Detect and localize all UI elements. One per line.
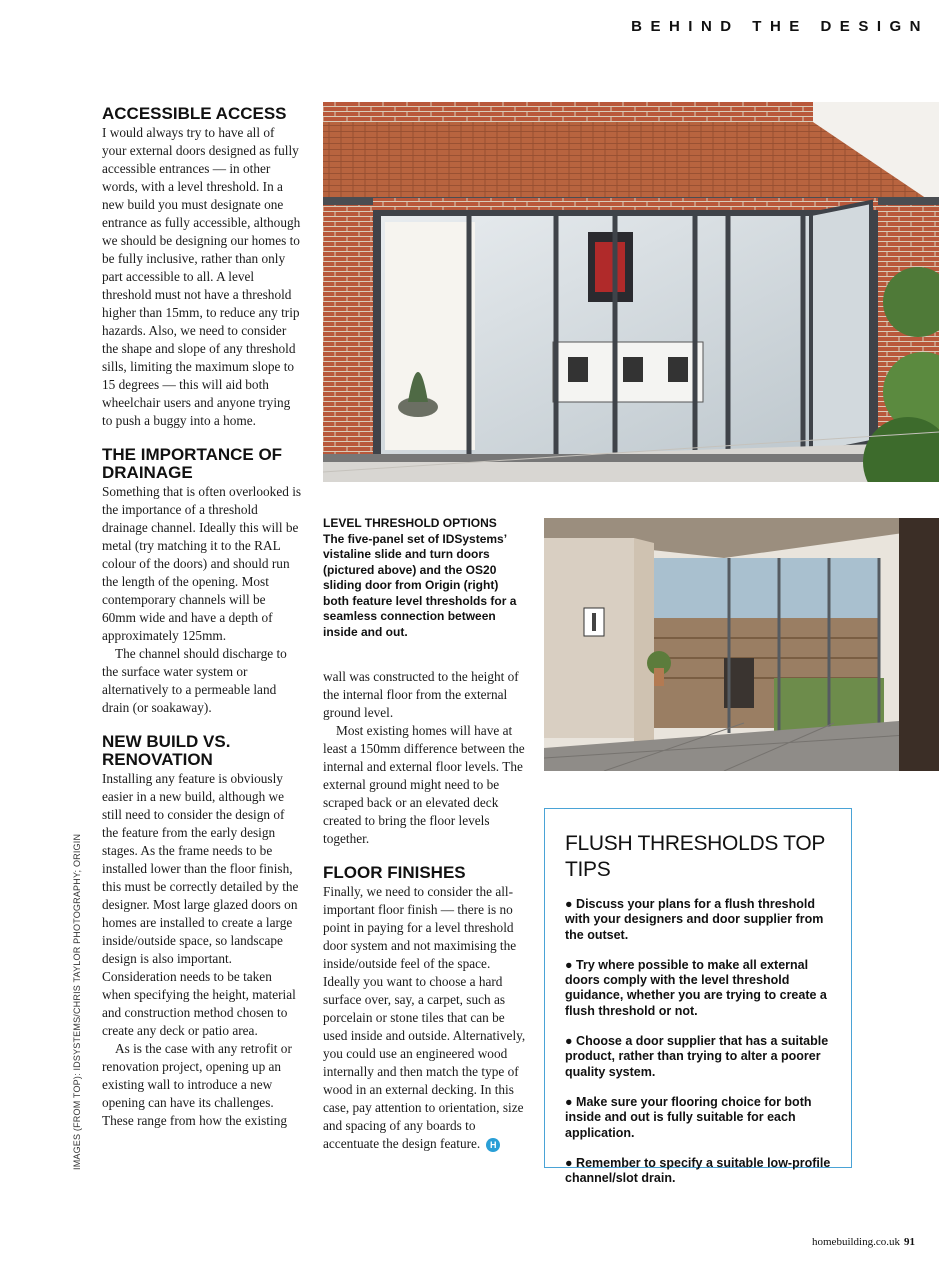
heading-accessible-access: ACCESSIBLE ACCESS [102, 104, 287, 123]
bullet-icon: ● [565, 1155, 573, 1170]
photo-interior-sliding-door [544, 518, 939, 771]
tip-text: Try where possible to make all external doors comply with the level threshold guidance, whether you are trying to create a flush threshold or not. [565, 957, 827, 1018]
photo-exterior-sliding-doors [323, 102, 939, 482]
tip-item [565, 1034, 831, 1080]
tip-text: Remember to specify a suitable low-profile channel/slot drain. [565, 1155, 831, 1186]
caption-text: The five-panel set of IDSystems’ vistaline slide and turn doors (pictured above) and the OS20 sliding door from Origin (right) both feature level thresholds for a seamless connection between inside and out. [323, 531, 517, 639]
page-number: 91 [904, 1236, 915, 1248]
tip-item [565, 897, 831, 943]
interior-photo-illustration [544, 518, 939, 771]
paragraph-newbuild-2: As is the case with any retrofit or renovation project, opening up an existing wall to introduce a new opening can have its challenges. These range from how the existing [102, 1041, 292, 1128]
text-column-1 [102, 105, 302, 1130]
paragraph-floor [323, 883, 526, 1153]
exterior-photo-illustration [323, 102, 939, 482]
bullet-icon: ● [565, 1094, 573, 1109]
tip-item [565, 1095, 831, 1141]
tip-text: Discuss your plans for a flush threshold with your designers and door supplier from the outset. [565, 897, 824, 942]
bullet-icon: ● [565, 897, 573, 911]
footer-site: homebuilding.co.uk [812, 1236, 900, 1248]
paragraph-accessible: I would always try to have all of your external doors designed as fully accessible entrances — in other words, with a level threshold. In a new build you must designate one entrance as fully accessible, although we should be designing our homes to be fully inclusive, rather than only part accessible to all. A level threshold must not have a threshold higher than 15mm, to reduce any trip hazards. Also, we need to consider the shape and slope of any threshold sills, limiting the maximum slope to 15 degrees — this will aid both wheelchair users and anyone trying to push a buggy into a home. [102, 125, 301, 428]
tip-text: Make sure your flooring choice for both inside and out is fully suitable for each application. [565, 1094, 812, 1140]
tip-text: Choose a door supplier that has a suitable product, rather than trying to alter a poorer quality system. [565, 1034, 829, 1079]
tip-item [565, 1156, 831, 1187]
end-mark-icon: H [486, 1138, 500, 1152]
paragraph-floor-text: Finally, we need to consider the all-important floor finish — there is no point in paying for a level threshold door system and not maximising the inside/outside feel of the space. Ideally you want to choose a hard surface over, say, a carpet, such as porcelain or stone tiles that can be used inside and outside. Alternatively, you could use an engineered wood internally and then match the type of wood in an external decking. In this case, pay attention to orientation, size and spacing of any boards to accentuate the design feature. [323, 884, 526, 1151]
heading-new-build: NEW BUILD VS. RENOVATION [102, 732, 231, 769]
photo-caption [323, 516, 523, 640]
page-footer [812, 1236, 915, 1248]
tip-item [565, 958, 831, 1019]
tips-title: FLUSH THRESHOLDS TOP TIPS [565, 832, 825, 881]
text-column-2 [323, 668, 526, 1153]
tips-box [544, 808, 852, 1186]
paragraph-newbuild-4: Most existing homes will have at least a 150mm difference between the internal and external floor levels. The external ground might need to be scraped back or an elevated deck created to bring the floor levels together. [323, 723, 525, 846]
caption-title: LEVEL THRESHOLD OPTIONS [323, 516, 497, 530]
heading-drainage: THE IMPORTANCE OF DRAINAGE [102, 445, 283, 482]
heading-floor-finishes: FLOOR FINISHES [323, 863, 466, 882]
paragraph-newbuild-3: wall was constructed to the height of the internal floor from the external ground level. [323, 669, 519, 720]
image-credit: IMAGES (FROM TOP): IDSYSTEMS/CHRIS TAYLOR PHOTOGRAPHY; ORIGIN [72, 833, 82, 1170]
paragraph-newbuild-1: Installing any feature is obviously easier in a new build, although we still need to consider the design of the feature from the early design stages. As the frame needs to be installed lower than the floor finish, this must be correctly detailed by the designer. Most large glazed doors on homes are installed to create a large inside/outside space, so landscape design is also important. Consideration needs to be taken when specifying the height, material and construction method chosen to create any deck or patio area. [102, 771, 299, 1038]
bullet-icon: ● [565, 957, 573, 972]
bullet-icon: ● [565, 1034, 573, 1049]
paragraph-drainage-1: Something that is often overlooked is the importance of a threshold drainage channel. Ideally this will be metal (try matching it to the RAL colour of the doors) and should run the length of the opening. Most contemporary channels will be 60mm wide and have a depth of approximately 125mm. [102, 484, 302, 643]
paragraph-drainage-2: The channel should discharge to the surface water system or alternatively to a permeable land drain (or soakaway). [102, 646, 287, 715]
section-header: BEHIND THE DESIGN [631, 18, 929, 35]
